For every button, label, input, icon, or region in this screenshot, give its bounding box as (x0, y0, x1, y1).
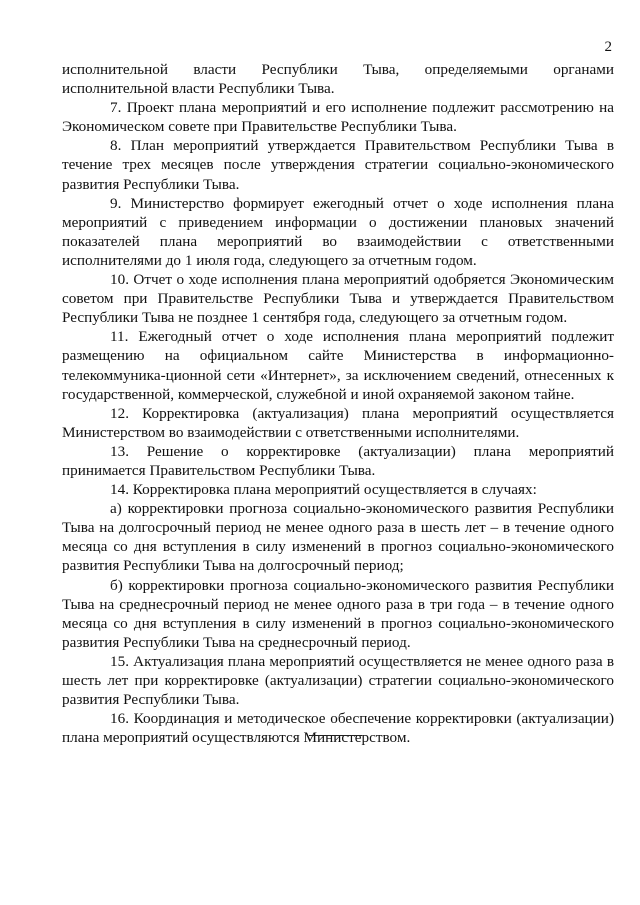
paragraph-11: 11. Ежегодный отчет о ходе исполнения плана мероприятий подлежит размещению на официальном сайте Министерства в информационно-телекоммуника-ционной сети «Интернет», за исключением сведений, отнесенных к государственной, коммерческой, служебной и иной охраняемой законом тайне. (62, 328, 614, 403)
paragraph-10: 10. Отчет о ходе исполнения плана мероприятий одобряется Экономическим советом при Правительстве Республики Тыва и утверждается Правительством Республики Тыва не позднее 1 сентября года, следующего за отчетным годом. (62, 271, 614, 327)
paragraph-7: 7. Проект плана мероприятий и его исполнение подлежит рассмотрению на Экономическом совете при Правительстве Республики Тыва. (62, 99, 614, 136)
paragraph-14: 14. Корректировка плана мероприятий осуществляется в случаях: (110, 481, 537, 499)
paragraph-16: 16. Координация и методическое обеспечение корректировки (актуализации) плана мероприятий осуществляются Министерством. (62, 710, 614, 747)
closing-separator-line (309, 735, 362, 736)
paragraph-13: 13. Решение о корректировке (актуализации) плана мероприятий принимается Правительством Республики Тыва. (62, 442, 614, 479)
page-number: 2 (604, 39, 612, 55)
paragraph-9: 9. Министерство формирует ежегодный отчет о ходе исполнения плана мероприятий с приведением информации о достижении плановых значений показателей плана мероприятий во взаимодействии с ответственными исполнителями до 1 июля года, следующего за отчетным годом. (62, 194, 614, 269)
paragraph-continuation: исполнительной власти Республики Тыва, определяемыми органами исполнительной власти Республики Тыва. (62, 61, 614, 98)
paragraph-8: 8. План мероприятий утверждается Правительством Республики Тыва в течение трех месяцев после утверждения стратегии социально-экономического развития Республики Тыва. (62, 137, 614, 193)
paragraph-15: 15. Актуализация плана мероприятий осуществляется не менее одного раза в шесть лет при корректировке (актуализации) стратегии социально-экономического развития Республики Тыва. (62, 652, 614, 709)
paragraph-14-a: а) корректировки прогноза социально-экономического развития Республики Тыва на долгосрочный период не менее одного раза в шесть лет – в течение одного месяца со дня вступления в силу изменений в прогноз социально-экономического развития Республики Тыва на долгосрочный период; (62, 500, 614, 575)
document-body (62, 60, 614, 747)
paragraph-14-b: б) корректировки прогноза социально-экономического развития Республики Тыва на среднесрочный период не менее одного раза в три года – в течение одного месяца со дня вступления в силу изменений в прогноз социально-экономического развития Республики Тыва на среднесрочный период. (62, 576, 614, 651)
paragraph-12: 12. Корректировка (актуализация) плана мероприятий осуществляется Министерством во взаимодействии с ответственными исполнителями. (62, 404, 614, 441)
